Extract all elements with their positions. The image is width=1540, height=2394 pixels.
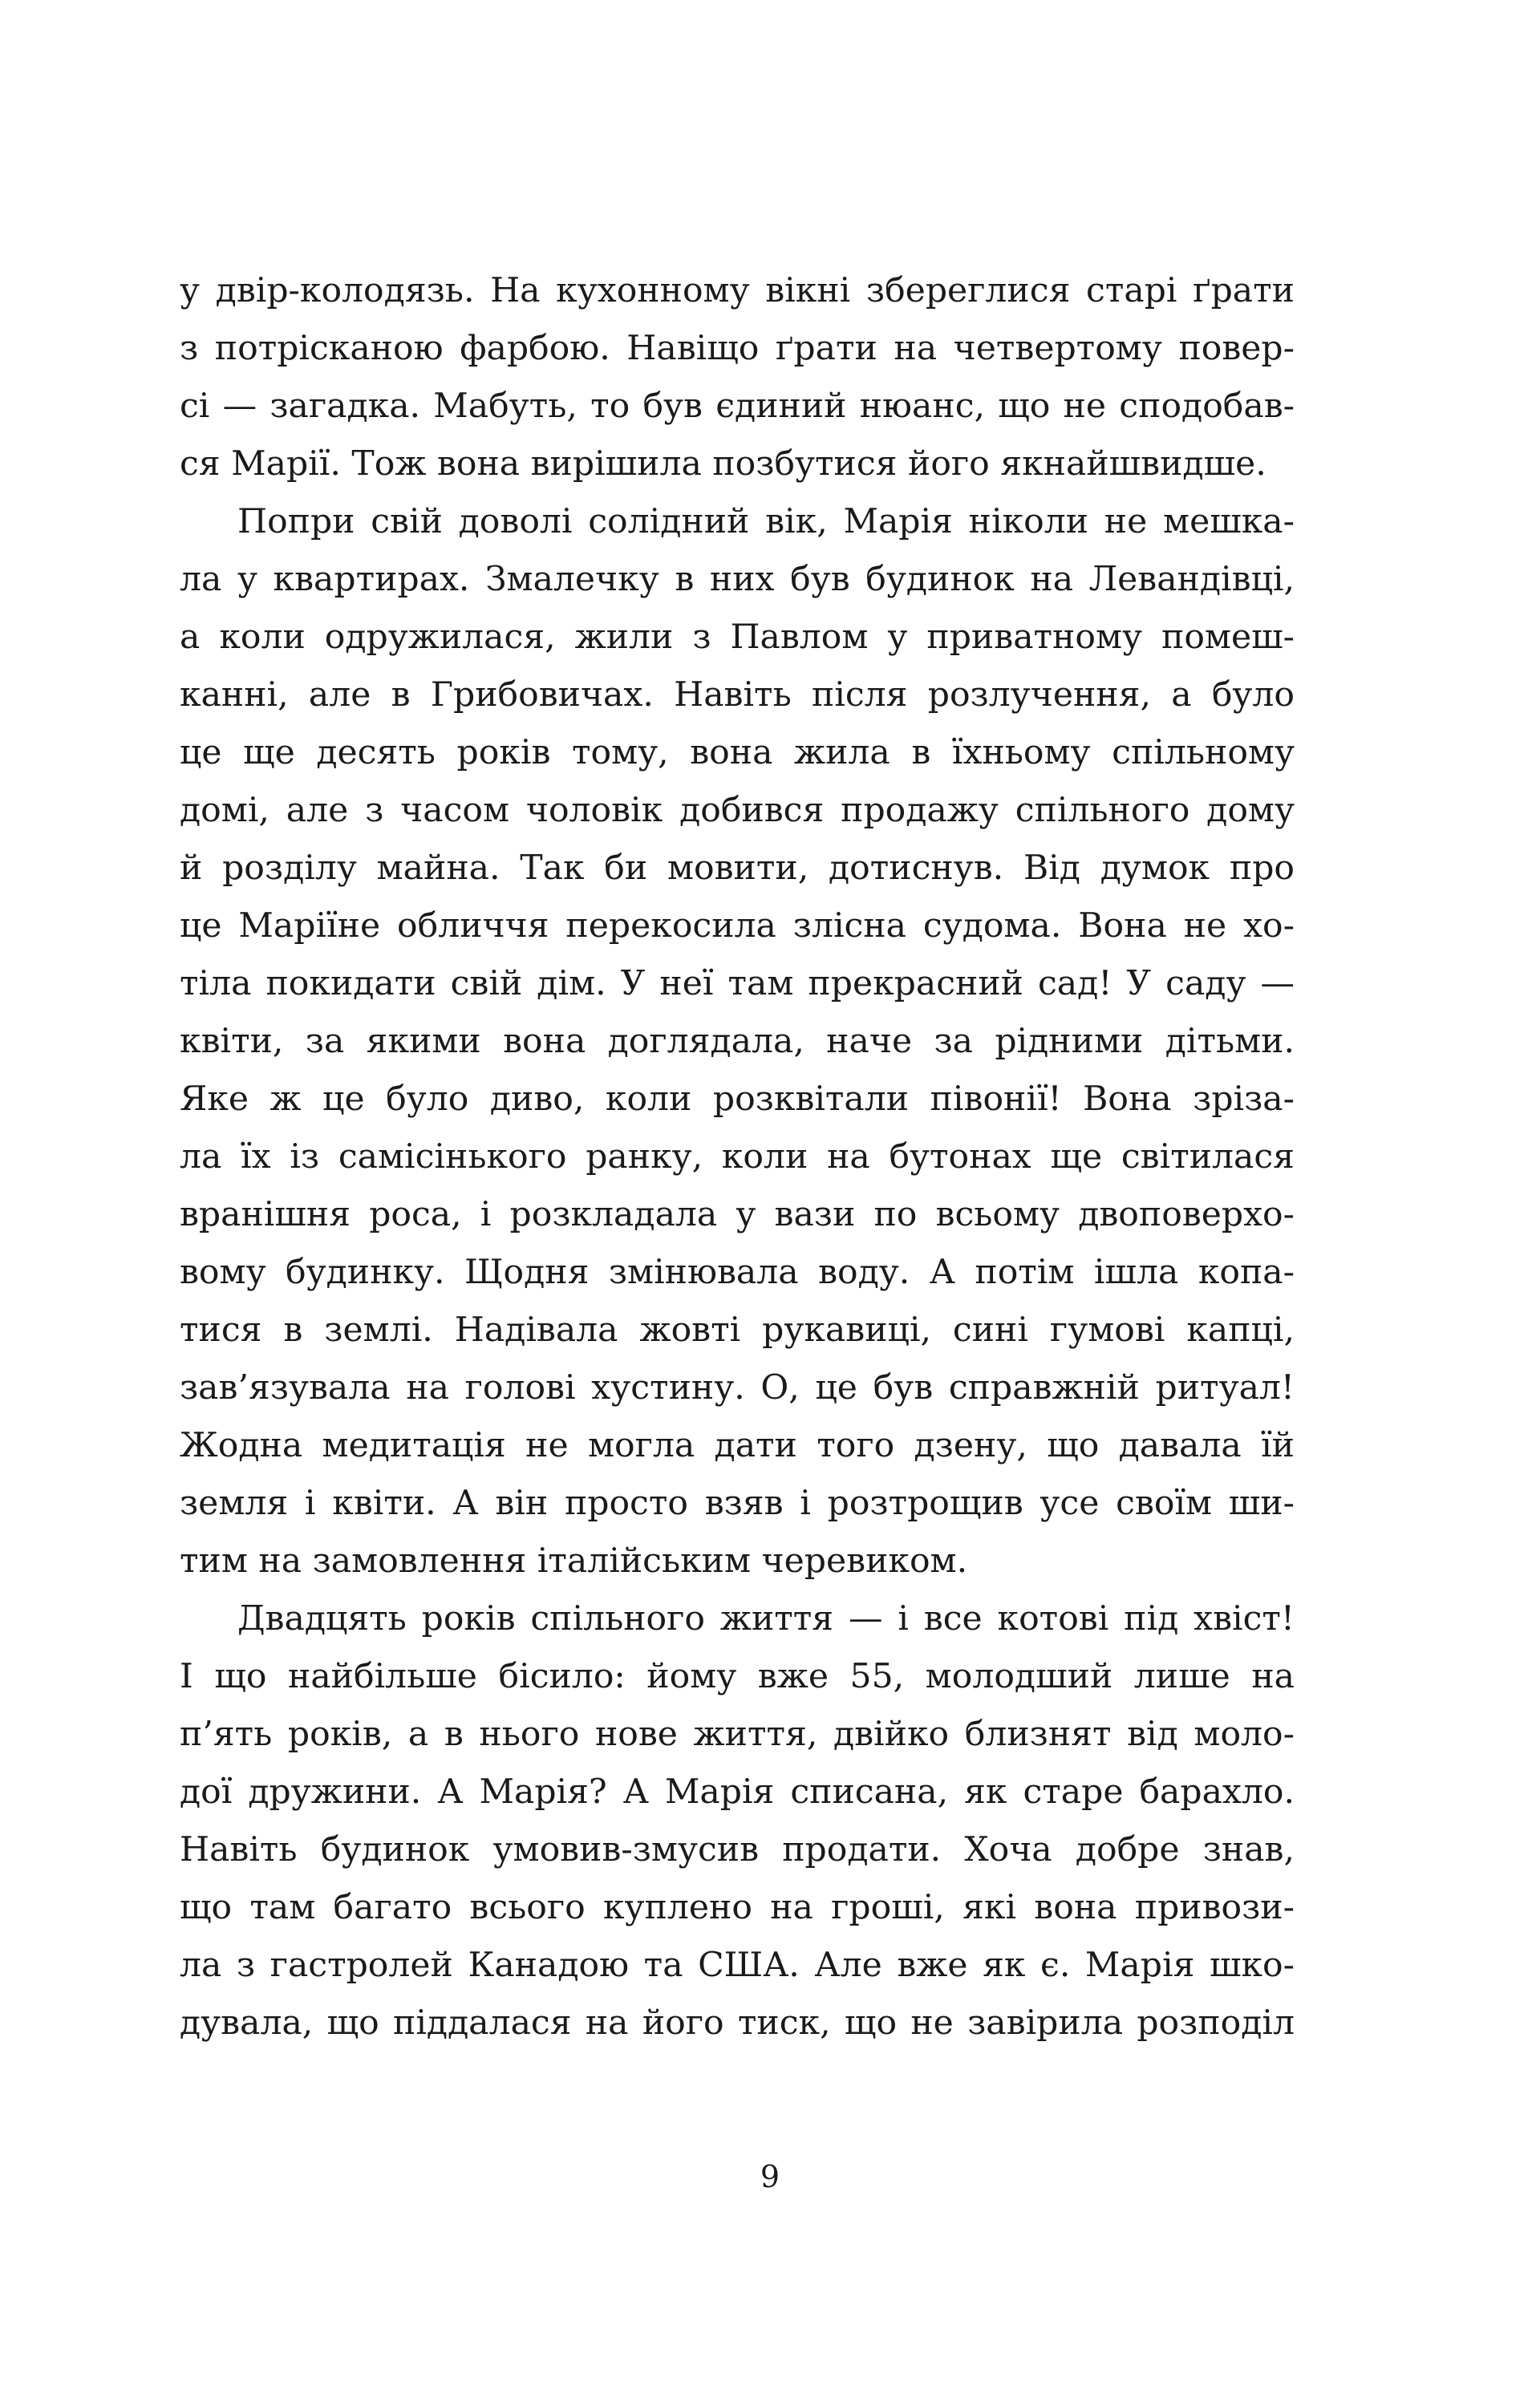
text-line: дувала, що піддалася на його тиск, що не завірила розподіл xyxy=(180,2003,1295,2043)
text-line: з потрісканою фарбою. Навіщо ґрати на четвертому повер- xyxy=(180,329,1295,368)
body-text xyxy=(180,262,1295,2052)
text-line: Попри свій доволі солідний вік, Марія ніколи не мешка- xyxy=(237,502,1295,541)
page-number: 9 xyxy=(760,2159,780,2194)
text-line: земля і квіти. А він просто взяв і розтрощив усе своїм ши- xyxy=(180,1484,1295,1523)
text-line: Жодна медитація не могла дати того дзену, що давала їй xyxy=(180,1426,1295,1465)
text-line: тися в землі. Надівала жовті рукавиці, сині гумові капці, xyxy=(180,1310,1295,1350)
text-line: ла у квартирах. Змалечку в них був будинок на Левандівці, xyxy=(180,560,1295,599)
text-line: а коли одружилася, жили з Павлом у приватному помеш- xyxy=(180,618,1295,657)
text-line: це ще десять років тому, вона жила в їхньому спільному xyxy=(180,733,1295,772)
text-line: дої дружини. А Марія? А Марія списана, як старе барахло. xyxy=(180,1772,1295,1812)
text-line: це Маріїне обличчя перекосила злісна судома. Вона не хо- xyxy=(180,906,1295,946)
text-line: тим на замовлення італійським черевиком. xyxy=(180,1541,968,1581)
text-line: тіла покидати свій дім. У неї там прекрасний сад! У саду — xyxy=(180,964,1295,1003)
text-line: ла їх із самісінького ранку, коли на бутонах ще світилася xyxy=(180,1137,1295,1177)
text-line: вранішня роса, і розкладала у вази по всьому двоповерхо- xyxy=(180,1195,1295,1234)
text-line: Двадцять років спільного життя — і все котові під хвіст! xyxy=(237,1599,1295,1639)
text-line: Навіть будинок умовив-змусив продати. Хоча добре знав, xyxy=(180,1830,1295,1869)
text-line: зав’язувала на голові хустину. О, це був справжній ритуал! xyxy=(180,1368,1295,1408)
text-line: у двір-колодязь. На кухонному вікні збереглися старі ґрати xyxy=(180,271,1295,310)
text-line: домі, але з часом чоловік добився продажу спільного дому xyxy=(180,791,1295,830)
text-line: квіти, за якими вона доглядала, наче за рідними дітьми. xyxy=(180,1022,1295,1061)
text-line: вому будинку. Щодня змінювала воду. А потім ішла копа- xyxy=(180,1253,1295,1292)
text-line: канні, але в Грибовичах. Навіть після розлучення, а було xyxy=(180,675,1295,715)
text-line: І що найбільше бісило: йому вже 55, молодший лише на xyxy=(180,1657,1295,1696)
text-line: сі — загадка. Мабуть, то був єдиний нюанс, що не сподобав- xyxy=(180,387,1295,426)
text-line: Яке ж це було диво, коли розквітали півонії! Вона зріза- xyxy=(180,1080,1295,1119)
text-line: й розділу майна. Так би мовити, дотиснув. Від думок про xyxy=(180,849,1295,888)
text-line: ся Марії. Тож вона вирішила позбутися його якнайшвидше. xyxy=(180,444,1266,484)
text-line: п’ять років, а в нього нове життя, двійко близнят від моло- xyxy=(180,1715,1295,1754)
text-line: ла з гастролей Канадою та США. Але вже як є. Марія шко- xyxy=(180,1946,1295,1985)
text-line: що там багато всього куплено на гроші, які вона привози- xyxy=(180,1888,1295,1927)
